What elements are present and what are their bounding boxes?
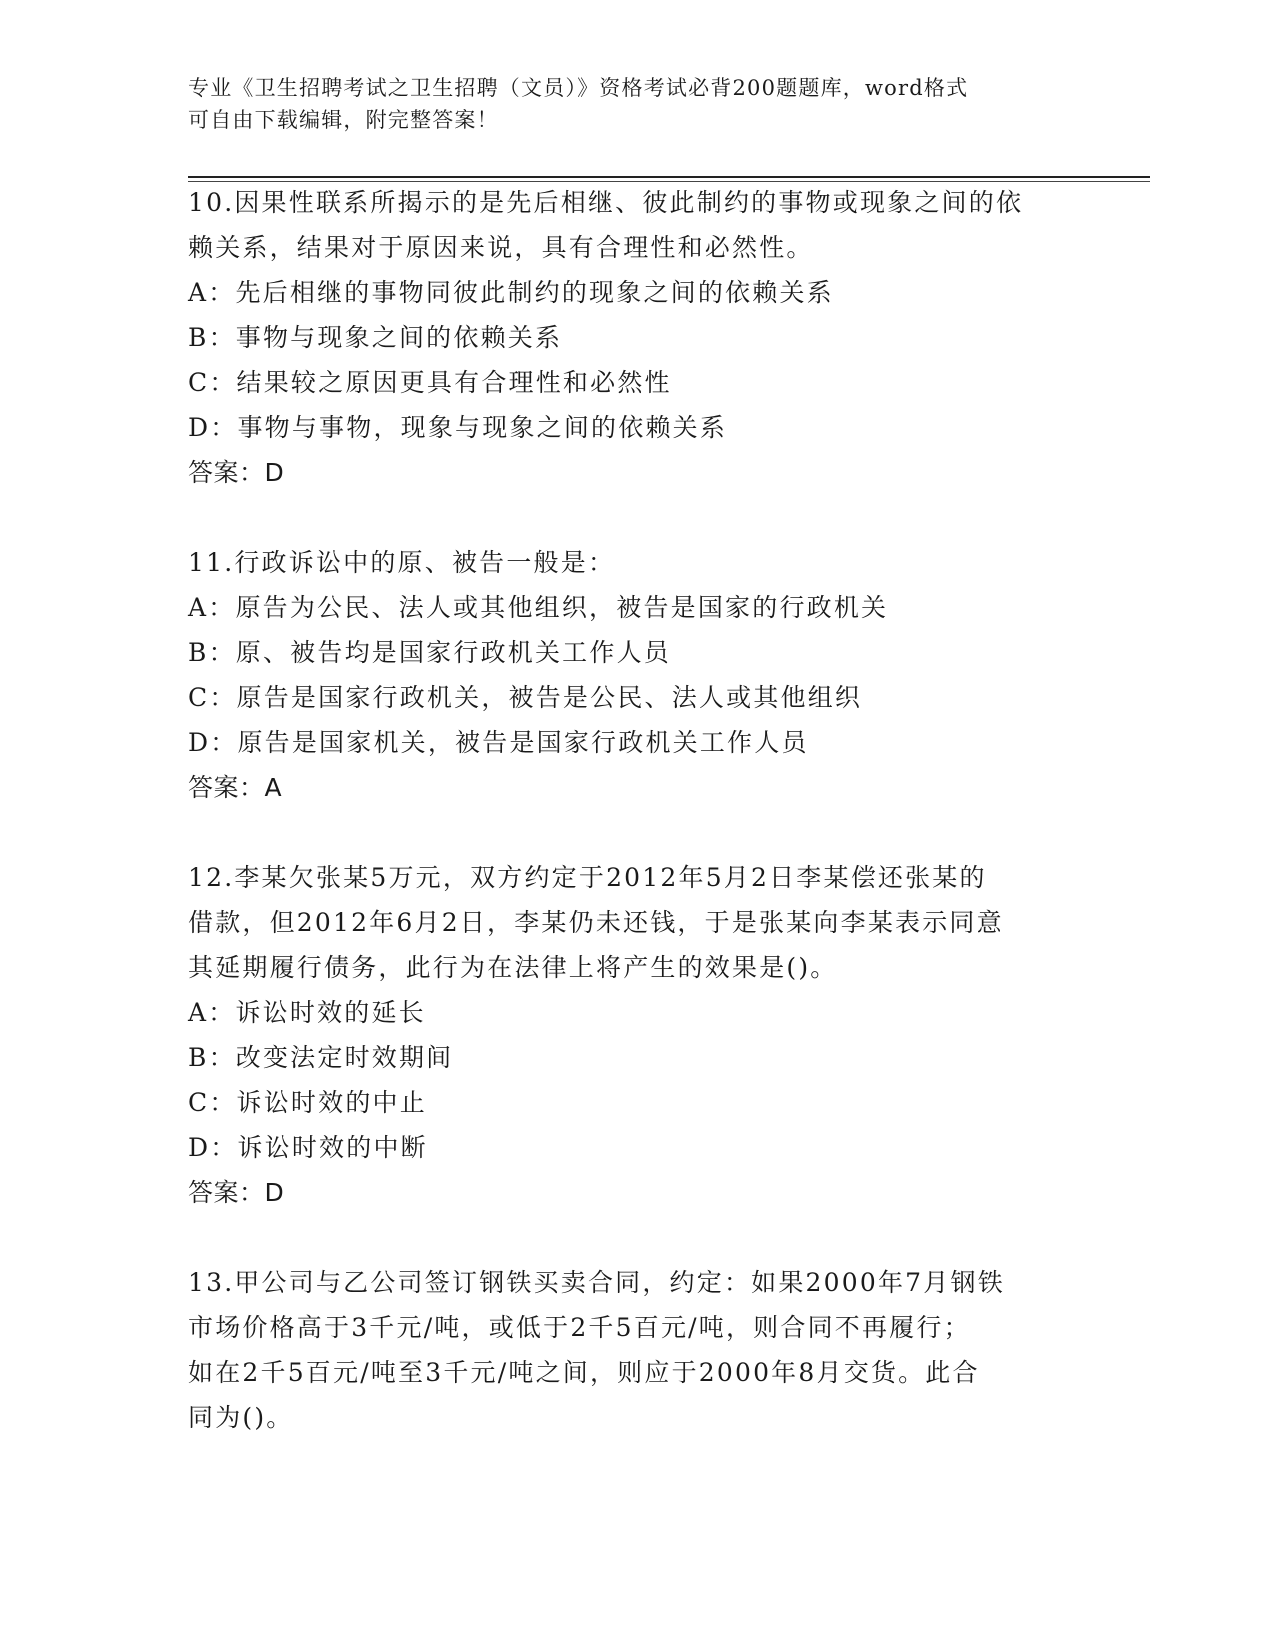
option-a: A：诉讼时效的延长 — [188, 998, 426, 1027]
answer: 答案：D — [188, 1178, 285, 1207]
header-divider — [188, 176, 1150, 178]
question-stem-line: 市场价格高于3千元/吨，或低于2千5百元/吨，则合同不再履行； — [188, 1313, 971, 1342]
question-stem-line: 如在2千5百元/吨至3千元/吨之间，则应于2000年8月交货。此合 — [188, 1358, 980, 1387]
option-c: C：原告是国家行政机关，被告是公民、法人或其他组织 — [188, 683, 863, 712]
option-c: C：诉讼时效的中止 — [188, 1088, 427, 1117]
answer: 答案：D — [188, 458, 285, 487]
question-stem-line: 13.甲公司与乙公司签订钢铁买卖合同，约定：如果2000年7月钢铁 — [188, 1268, 1005, 1297]
question-11 — [188, 540, 1088, 810]
question-stem-line: 借款，但2012年6月2日，李某仍未还钱，于是张某向李某表示同意 — [188, 908, 1004, 937]
question-stem-line: 同为()。 — [188, 1403, 294, 1432]
option-b: B：改变法定时效期间 — [188, 1043, 454, 1072]
option-b: B：事物与现象之间的依赖关系 — [188, 323, 563, 352]
question-10 — [188, 180, 1088, 495]
document-header — [188, 72, 1088, 136]
question-stem-line: 赖关系，结果对于原因来说，具有合理性和必然性。 — [188, 233, 814, 262]
question-stem-line: 12.李某欠张某5万元，双方约定于2012年5月2日李某偿还张某的 — [188, 863, 987, 892]
header-line-2: 可自由下载编辑，附完整答案！ — [188, 108, 499, 132]
header-line-1: 专业《卫生招聘考试之卫生招聘（文员）》资格考试必背200题题库，word格式 — [188, 76, 969, 100]
answer: 答案：A — [188, 773, 283, 802]
option-d: D：事物与事物，现象与现象之间的依赖关系 — [188, 413, 728, 442]
option-a: A：先后相继的事物同彼此制约的现象之间的依赖关系 — [188, 278, 834, 307]
option-d: D：原告是国家机关，被告是国家行政机关工作人员 — [188, 728, 809, 757]
option-d: D：诉讼时效的中断 — [188, 1133, 428, 1162]
option-c: C：结果较之原因更具有合理性和必然性 — [188, 368, 672, 397]
question-stem-line: 其延期履行债务，此行为在法律上将产生的效果是()。 — [188, 953, 838, 982]
question-stem-line: 10.因果性联系所揭示的是先后相继、彼此制约的事物或现象之间的依 — [188, 188, 1024, 217]
question-stem-line: 11.行政诉讼中的原、被告一般是： — [188, 548, 616, 577]
option-b: B：原、被告均是国家行政机关工作人员 — [188, 638, 671, 667]
question-13 — [188, 1260, 1088, 1440]
option-a: A：原告为公民、法人或其他组织，被告是国家的行政机关 — [188, 593, 889, 622]
question-12 — [188, 855, 1088, 1215]
